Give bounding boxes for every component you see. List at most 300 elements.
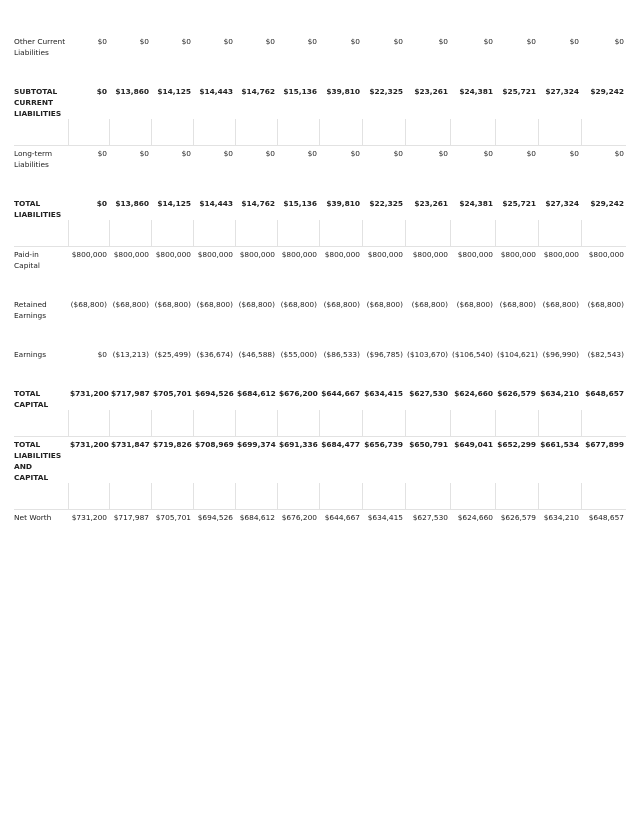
spacer-cell bbox=[151, 321, 193, 347]
cell-value: ($86,533) bbox=[323, 350, 360, 359]
cell-value: $23,261 bbox=[414, 199, 448, 208]
cell-value: $14,125 bbox=[157, 199, 191, 208]
cell-value: $691,336 bbox=[279, 440, 318, 449]
spacer-cell bbox=[538, 321, 581, 347]
cell-value: $624,660 bbox=[454, 389, 493, 398]
cell-value: ($25,499) bbox=[154, 350, 191, 359]
cell-value: $0 bbox=[181, 149, 191, 158]
spacer-cell bbox=[450, 523, 495, 549]
cell-value: $0 bbox=[97, 37, 107, 46]
spacer-cell bbox=[538, 360, 581, 386]
cell-value: $800,000 bbox=[543, 250, 579, 259]
spacer-cell bbox=[68, 321, 109, 347]
row-spacer bbox=[14, 410, 626, 437]
spacer-cell bbox=[193, 119, 235, 146]
cell-value: $0 bbox=[438, 37, 448, 46]
cell-value: ($104,621) bbox=[497, 350, 538, 359]
spacer-cell bbox=[450, 220, 495, 247]
cell-value: $800,000 bbox=[239, 250, 275, 259]
spacer-cell bbox=[581, 360, 626, 386]
spacer-cell bbox=[277, 170, 319, 196]
spacer-cell bbox=[495, 58, 538, 84]
spacer-cell bbox=[151, 410, 193, 437]
spacer-cell bbox=[581, 271, 626, 297]
spacer-cell bbox=[235, 483, 277, 510]
spacer-cell bbox=[235, 119, 277, 146]
cell-value: $731,200 bbox=[70, 440, 109, 449]
spacer-cell bbox=[235, 321, 277, 347]
spacer-cell bbox=[538, 523, 581, 549]
cell-value: $800,000 bbox=[457, 250, 493, 259]
cell-value: ($68,800) bbox=[112, 300, 149, 309]
spacer-cell bbox=[581, 58, 626, 84]
row-spacer bbox=[14, 483, 626, 510]
cell-value: ($82,543) bbox=[587, 350, 624, 359]
spacer-cell bbox=[405, 58, 450, 84]
spacer-cell bbox=[362, 119, 405, 146]
spacer-cell bbox=[362, 58, 405, 84]
cell-value: $0 bbox=[181, 37, 191, 46]
spacer-cell bbox=[450, 58, 495, 84]
cell-value: $800,000 bbox=[71, 250, 107, 259]
spacer-cell bbox=[68, 58, 109, 84]
cell-value: $0 bbox=[97, 350, 107, 359]
spacer-cell bbox=[277, 523, 319, 549]
spacer-cell bbox=[109, 360, 151, 386]
row-spacer bbox=[14, 360, 626, 386]
cell-value: ($68,800) bbox=[456, 300, 493, 309]
cell-value: $13,860 bbox=[115, 87, 149, 96]
cell-value: $708,969 bbox=[195, 440, 234, 449]
spacer-cell bbox=[193, 483, 235, 510]
table-row bbox=[14, 196, 626, 220]
spacer-cell bbox=[109, 220, 151, 247]
spacer-cell bbox=[193, 58, 235, 84]
cell-value: $676,200 bbox=[281, 513, 317, 522]
row-spacer bbox=[14, 321, 626, 347]
cell-value: $0 bbox=[526, 149, 536, 158]
spacer-cell bbox=[495, 271, 538, 297]
spacer-cell bbox=[362, 410, 405, 437]
cell-value: ($68,800) bbox=[499, 300, 536, 309]
spacer-cell bbox=[495, 523, 538, 549]
spacer-cell bbox=[109, 483, 151, 510]
cell-value: $800,000 bbox=[113, 250, 149, 259]
spacer-cell bbox=[581, 321, 626, 347]
spacer-cell bbox=[319, 58, 362, 84]
spacer-cell bbox=[193, 170, 235, 196]
cell-value: ($13,213) bbox=[112, 350, 149, 359]
cell-value: $661,534 bbox=[540, 440, 579, 449]
spacer-cell bbox=[405, 321, 450, 347]
spacer-cell bbox=[109, 271, 151, 297]
cell-value: $13,860 bbox=[115, 199, 149, 208]
spacer-cell bbox=[151, 523, 193, 549]
cell-value: $634,415 bbox=[367, 513, 403, 522]
spacer-cell bbox=[109, 523, 151, 549]
spacer-cell bbox=[151, 119, 193, 146]
cell-value: $648,657 bbox=[588, 513, 624, 522]
cell-value: $800,000 bbox=[500, 250, 536, 259]
cell-value: $23,261 bbox=[414, 87, 448, 96]
cell-value: ($68,800) bbox=[323, 300, 360, 309]
row-label: Net Worth bbox=[14, 513, 52, 522]
spacer-cell bbox=[450, 321, 495, 347]
cell-value: $0 bbox=[265, 149, 275, 158]
row-spacer bbox=[14, 170, 626, 196]
spacer-cell bbox=[450, 119, 495, 146]
spacer-cell bbox=[109, 321, 151, 347]
cell-value: $800,000 bbox=[588, 250, 624, 259]
cell-value: $25,721 bbox=[502, 87, 536, 96]
cell-value: $0 bbox=[438, 149, 448, 158]
cell-value: ($68,800) bbox=[238, 300, 275, 309]
cell-value: $14,125 bbox=[157, 87, 191, 96]
spacer-cell bbox=[235, 360, 277, 386]
spacer-cell bbox=[362, 170, 405, 196]
cell-value: $0 bbox=[614, 37, 624, 46]
cell-value: ($68,800) bbox=[196, 300, 233, 309]
cell-value: $634,415 bbox=[364, 389, 403, 398]
cell-value: $650,791 bbox=[409, 440, 448, 449]
cell-value: $25,721 bbox=[502, 199, 536, 208]
cell-value: ($103,670) bbox=[407, 350, 449, 359]
spacer-cell bbox=[109, 410, 151, 437]
spacer-cell bbox=[68, 271, 109, 297]
cell-value: $0 bbox=[350, 37, 360, 46]
spacer-cell bbox=[14, 58, 68, 84]
table-row bbox=[14, 437, 626, 484]
spacer-cell bbox=[14, 119, 68, 146]
spacer-cell bbox=[277, 271, 319, 297]
spacer-cell bbox=[450, 410, 495, 437]
spacer-cell bbox=[538, 220, 581, 247]
cell-value: $0 bbox=[265, 37, 275, 46]
spacer-cell bbox=[581, 410, 626, 437]
cell-value: $0 bbox=[526, 37, 536, 46]
cell-value: ($55,000) bbox=[280, 350, 317, 359]
cell-value: $705,701 bbox=[155, 513, 191, 522]
cell-value: $800,000 bbox=[155, 250, 191, 259]
spacer-cell bbox=[68, 119, 109, 146]
spacer-cell bbox=[495, 170, 538, 196]
cell-value: $717,987 bbox=[113, 513, 149, 522]
cell-value: $648,657 bbox=[585, 389, 624, 398]
cell-value: $0 bbox=[223, 37, 233, 46]
cell-value: $634,210 bbox=[540, 389, 579, 398]
row-spacer bbox=[14, 220, 626, 247]
cell-value: ($68,800) bbox=[280, 300, 317, 309]
cell-value: $705,701 bbox=[153, 389, 192, 398]
spacer-cell bbox=[68, 410, 109, 437]
row-label: SUBTOTAL CURRENT LIABILITIES bbox=[14, 87, 62, 118]
spacer-cell bbox=[319, 523, 362, 549]
cell-value: $676,200 bbox=[279, 389, 318, 398]
spacer-cell bbox=[14, 170, 68, 196]
row-label: Paid-in Capital bbox=[14, 250, 40, 270]
spacer-cell bbox=[235, 220, 277, 247]
spacer-cell bbox=[193, 321, 235, 347]
spacer-cell bbox=[277, 360, 319, 386]
cell-value: $0 bbox=[350, 149, 360, 158]
spacer-cell bbox=[277, 220, 319, 247]
cell-value: $15,136 bbox=[283, 87, 317, 96]
row-label: Earnings bbox=[14, 350, 47, 359]
table-row bbox=[14, 297, 626, 321]
cell-value: $14,443 bbox=[199, 87, 233, 96]
spacer-cell bbox=[235, 410, 277, 437]
spacer-cell bbox=[405, 523, 450, 549]
spacer-cell bbox=[319, 271, 362, 297]
table-row bbox=[14, 146, 626, 171]
cell-value: $14,443 bbox=[199, 199, 233, 208]
table-row bbox=[14, 386, 626, 410]
cell-value: $677,899 bbox=[585, 440, 624, 449]
spacer-cell bbox=[581, 220, 626, 247]
table-row bbox=[14, 347, 626, 360]
cell-value: ($68,800) bbox=[542, 300, 579, 309]
spacer-cell bbox=[319, 483, 362, 510]
spacer-cell bbox=[538, 170, 581, 196]
cell-value: $731,200 bbox=[70, 389, 109, 398]
spacer-cell bbox=[495, 220, 538, 247]
row-label: TOTAL LIABILITIES AND CAPITAL bbox=[14, 440, 62, 482]
spacer-cell bbox=[14, 271, 68, 297]
table-row bbox=[14, 34, 626, 58]
spacer-cell bbox=[68, 360, 109, 386]
spacer-cell bbox=[495, 483, 538, 510]
spacer-cell bbox=[68, 220, 109, 247]
table-row bbox=[14, 84, 626, 119]
spacer-cell bbox=[68, 523, 109, 549]
cell-value: $14,762 bbox=[241, 87, 275, 96]
table-row bbox=[14, 510, 626, 524]
cell-value: $39,810 bbox=[326, 87, 360, 96]
cell-value: $27,324 bbox=[545, 199, 579, 208]
spacer-cell bbox=[362, 483, 405, 510]
cell-value: ($96,990) bbox=[542, 350, 579, 359]
cell-value: ($68,800) bbox=[587, 300, 624, 309]
spacer-cell bbox=[405, 119, 450, 146]
spacer-cell bbox=[495, 360, 538, 386]
cell-value: $644,667 bbox=[324, 513, 360, 522]
cell-value: $39,810 bbox=[326, 199, 360, 208]
row-spacer bbox=[14, 119, 626, 146]
spacer-cell bbox=[319, 360, 362, 386]
cell-value: $644,667 bbox=[321, 389, 360, 398]
cell-value: ($46,588) bbox=[238, 350, 275, 359]
cell-value: $14,762 bbox=[241, 199, 275, 208]
cell-value: $684,612 bbox=[239, 513, 275, 522]
cell-value: $0 bbox=[614, 149, 624, 158]
cell-value: $652,299 bbox=[497, 440, 536, 449]
spacer-cell bbox=[151, 483, 193, 510]
cell-value: $800,000 bbox=[324, 250, 360, 259]
cell-value: $800,000 bbox=[367, 250, 403, 259]
spacer-cell bbox=[581, 119, 626, 146]
cell-value: $0 bbox=[393, 149, 403, 158]
cell-value: ($68,800) bbox=[411, 300, 448, 309]
spacer-cell bbox=[14, 410, 68, 437]
cell-value: $699,374 bbox=[237, 440, 276, 449]
spacer-cell bbox=[277, 119, 319, 146]
spacer-cell bbox=[151, 58, 193, 84]
spacer-cell bbox=[319, 220, 362, 247]
cell-value: $627,530 bbox=[412, 513, 448, 522]
cell-value: ($68,800) bbox=[154, 300, 191, 309]
spacer-cell bbox=[68, 483, 109, 510]
spacer-cell bbox=[14, 483, 68, 510]
spacer-cell bbox=[319, 170, 362, 196]
cell-value: $22,325 bbox=[369, 199, 403, 208]
spacer-cell bbox=[405, 360, 450, 386]
spacer-cell bbox=[151, 170, 193, 196]
spacer-cell bbox=[581, 483, 626, 510]
cell-value: $624,660 bbox=[457, 513, 493, 522]
spacer-cell bbox=[581, 523, 626, 549]
spacer-cell bbox=[14, 321, 68, 347]
spacer-cell bbox=[235, 58, 277, 84]
cell-value: $22,325 bbox=[369, 87, 403, 96]
cell-value: $717,987 bbox=[111, 389, 150, 398]
cell-value: ($106,540) bbox=[452, 350, 494, 359]
spacer-cell bbox=[538, 58, 581, 84]
spacer-cell bbox=[405, 410, 450, 437]
spacer-cell bbox=[151, 360, 193, 386]
row-label: Other Current Liabilities bbox=[14, 37, 66, 57]
cell-value: $0 bbox=[307, 37, 317, 46]
cell-value: $800,000 bbox=[197, 250, 233, 259]
cell-value: $649,041 bbox=[454, 440, 493, 449]
spacer-cell bbox=[277, 321, 319, 347]
spacer-cell bbox=[14, 523, 68, 549]
cell-value: $694,526 bbox=[197, 513, 233, 522]
cell-value: $0 bbox=[307, 149, 317, 158]
row-label: Retained Earnings bbox=[14, 300, 47, 320]
cell-value: $0 bbox=[483, 37, 493, 46]
spacer-cell bbox=[193, 271, 235, 297]
cell-value: $626,579 bbox=[500, 513, 536, 522]
cell-value: ($68,800) bbox=[70, 300, 107, 309]
table-row bbox=[14, 247, 626, 272]
spacer-cell bbox=[495, 119, 538, 146]
row-spacer bbox=[14, 523, 626, 549]
cell-value: $719,826 bbox=[153, 440, 192, 449]
cell-value: $0 bbox=[139, 149, 149, 158]
cell-value: $15,136 bbox=[283, 199, 317, 208]
spacer-cell bbox=[362, 220, 405, 247]
cell-value: $0 bbox=[97, 149, 107, 158]
cell-value: $27,324 bbox=[545, 87, 579, 96]
cell-value: $626,579 bbox=[497, 389, 536, 398]
spacer-cell bbox=[319, 321, 362, 347]
spacer-cell bbox=[235, 271, 277, 297]
spacer-cell bbox=[495, 321, 538, 347]
cell-value: $24,381 bbox=[459, 199, 493, 208]
spacer-cell bbox=[235, 523, 277, 549]
spacer-cell bbox=[362, 523, 405, 549]
cell-value: ($68,800) bbox=[366, 300, 403, 309]
row-spacer bbox=[14, 58, 626, 84]
spacer-cell bbox=[277, 410, 319, 437]
cell-value: $731,847 bbox=[111, 440, 150, 449]
spacer-cell bbox=[450, 483, 495, 510]
cell-value: $0 bbox=[223, 149, 233, 158]
spacer-cell bbox=[450, 170, 495, 196]
spacer-cell bbox=[151, 220, 193, 247]
spacer-cell bbox=[538, 119, 581, 146]
cell-value: $627,530 bbox=[409, 389, 448, 398]
spacer-cell bbox=[362, 321, 405, 347]
spacer-cell bbox=[405, 483, 450, 510]
cell-value: $0 bbox=[569, 37, 579, 46]
spacer-cell bbox=[277, 483, 319, 510]
spacer-cell bbox=[193, 220, 235, 247]
spacer-cell bbox=[109, 170, 151, 196]
spacer-cell bbox=[151, 271, 193, 297]
cell-value: $0 bbox=[483, 149, 493, 158]
spacer-cell bbox=[68, 170, 109, 196]
spacer-cell bbox=[538, 271, 581, 297]
spacer-cell bbox=[193, 360, 235, 386]
spacer-cell bbox=[362, 360, 405, 386]
spacer-cell bbox=[14, 220, 68, 247]
cell-value: $0 bbox=[569, 149, 579, 158]
cell-value: $694,526 bbox=[195, 389, 234, 398]
cell-value: $684,477 bbox=[321, 440, 360, 449]
row-label: TOTAL LIABILITIES bbox=[14, 199, 62, 219]
spacer-cell bbox=[450, 271, 495, 297]
spacer-cell bbox=[14, 360, 68, 386]
spacer-cell bbox=[319, 410, 362, 437]
balance-table bbox=[14, 34, 626, 549]
spacer-cell bbox=[405, 170, 450, 196]
cell-value: $0 bbox=[96, 87, 107, 96]
spacer-cell bbox=[450, 360, 495, 386]
cell-value: $731,200 bbox=[71, 513, 107, 522]
spacer-cell bbox=[319, 119, 362, 146]
row-spacer bbox=[14, 271, 626, 297]
spacer-cell bbox=[193, 410, 235, 437]
spacer-cell bbox=[405, 220, 450, 247]
spacer-cell bbox=[581, 170, 626, 196]
spacer-cell bbox=[109, 58, 151, 84]
cell-value: $656,739 bbox=[364, 440, 403, 449]
cell-value: $800,000 bbox=[412, 250, 448, 259]
spacer-cell bbox=[235, 170, 277, 196]
cell-value: ($36,674) bbox=[196, 350, 233, 359]
cell-value: ($96,785) bbox=[366, 350, 403, 359]
cell-value: $800,000 bbox=[281, 250, 317, 259]
spacer-cell bbox=[538, 410, 581, 437]
spacer-cell bbox=[495, 410, 538, 437]
cell-value: $29,242 bbox=[590, 199, 624, 208]
cell-value: $0 bbox=[139, 37, 149, 46]
cell-value: $684,612 bbox=[237, 389, 276, 398]
row-label: TOTAL CAPITAL bbox=[14, 389, 49, 409]
table-body bbox=[14, 34, 626, 549]
spacer-cell bbox=[193, 523, 235, 549]
spacer-cell bbox=[277, 58, 319, 84]
cell-value: $0 bbox=[96, 199, 107, 208]
balance-sheet bbox=[14, 34, 626, 549]
row-label: Long-term Liabilities bbox=[14, 149, 53, 169]
cell-value: $634,210 bbox=[543, 513, 579, 522]
spacer-cell bbox=[362, 271, 405, 297]
cell-value: $0 bbox=[393, 37, 403, 46]
spacer-cell bbox=[109, 119, 151, 146]
cell-value: $24,381 bbox=[459, 87, 493, 96]
